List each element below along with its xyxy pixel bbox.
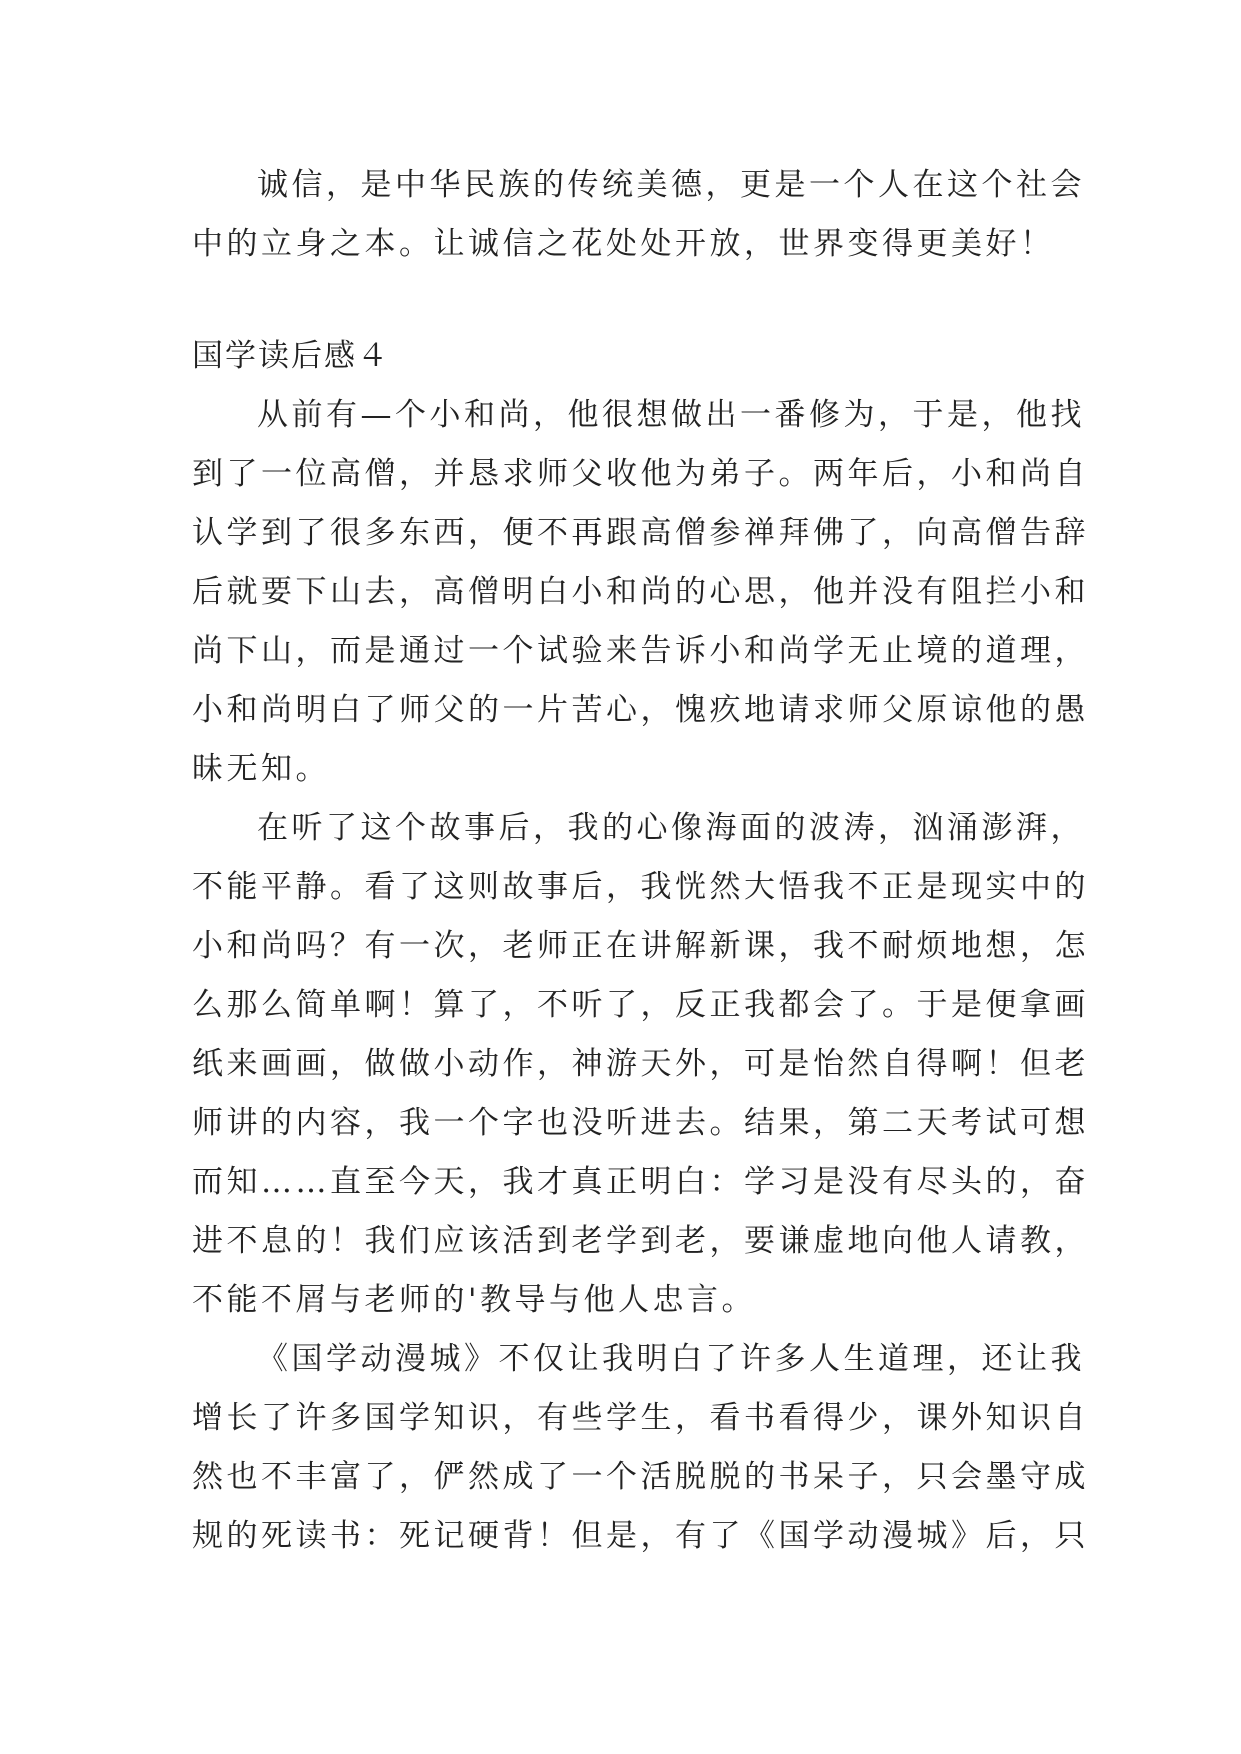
text-line: 诚信，是中华民族的传统美德，更是一个人在这个社会 <box>257 167 1085 203</box>
text-line: 昧无知。 <box>192 751 330 787</box>
text-line: 小和尚明白了师父的一片苦心，愧疚地请求师父原谅他的愚 <box>192 692 1089 728</box>
text-line: 么那么简单啊！算了，不听了，反正我都会了。于是便拿画 <box>192 987 1089 1023</box>
section-title: 国学读后感４ <box>192 338 390 374</box>
text-line: 到了一位高僧，并恳求师父收他为弟子。两年后，小和尚自 <box>192 456 1089 492</box>
text-line: 认学到了很多东西，便不再跟高僧参禅拜佛了，向高僧告辞 <box>192 515 1089 551</box>
text-line: 不能不屑与老师的'教导与他人忠言。 <box>192 1282 757 1318</box>
text-line: 而知……直至今天，我才真正明白：学习是没有尽头的，奋 <box>192 1164 1089 1200</box>
text-line: 然也不丰富了，俨然成了一个活脱脱的书呆子，只会墨守成 <box>192 1459 1089 1495</box>
text-line: 增长了许多国学知识，有些学生，看书看得少，课外知识自 <box>192 1400 1089 1436</box>
text-line: 在听了这个故事后，我的心像海面的波涛，汹涌澎湃， <box>257 810 1085 846</box>
text-line: 《国学动漫城》不仅让我明白了许多人生道理，还让我 <box>257 1341 1085 1377</box>
text-line: 纸来画画，做做小动作，神游天外，可是怡然自得啊！但老 <box>192 1046 1089 1082</box>
text-line: 中的立身之本。让诚信之花处处开放，世界变得更美好！ <box>192 226 1055 262</box>
text-line: 规的死读书：死记硬背！但是，有了《国学动漫城》后，只 <box>192 1518 1089 1554</box>
text-line: 后就要下山去，高僧明白小和尚的心思，他并没有阻拦小和 <box>192 574 1089 610</box>
text-line: 师讲的内容，我一个字也没听进去。结果，第二天考试可想 <box>192 1105 1089 1141</box>
text-line: 尚下山，而是通过一个试验来告诉小和尚学无止境的道理， <box>192 633 1089 669</box>
text-line: 进不息的！我们应该活到老学到老，要谦虚地向他人请教， <box>192 1223 1089 1259</box>
text-line: 从前有—个小和尚，他很想做出一番修为，于是，他找 <box>257 397 1085 433</box>
text-line: 小和尚吗？有一次，老师正在讲解新课，我不耐烦地想，怎 <box>192 928 1089 964</box>
text-line: 不能平静。看了这则故事后，我恍然大悟我不正是现实中的 <box>192 869 1089 905</box>
